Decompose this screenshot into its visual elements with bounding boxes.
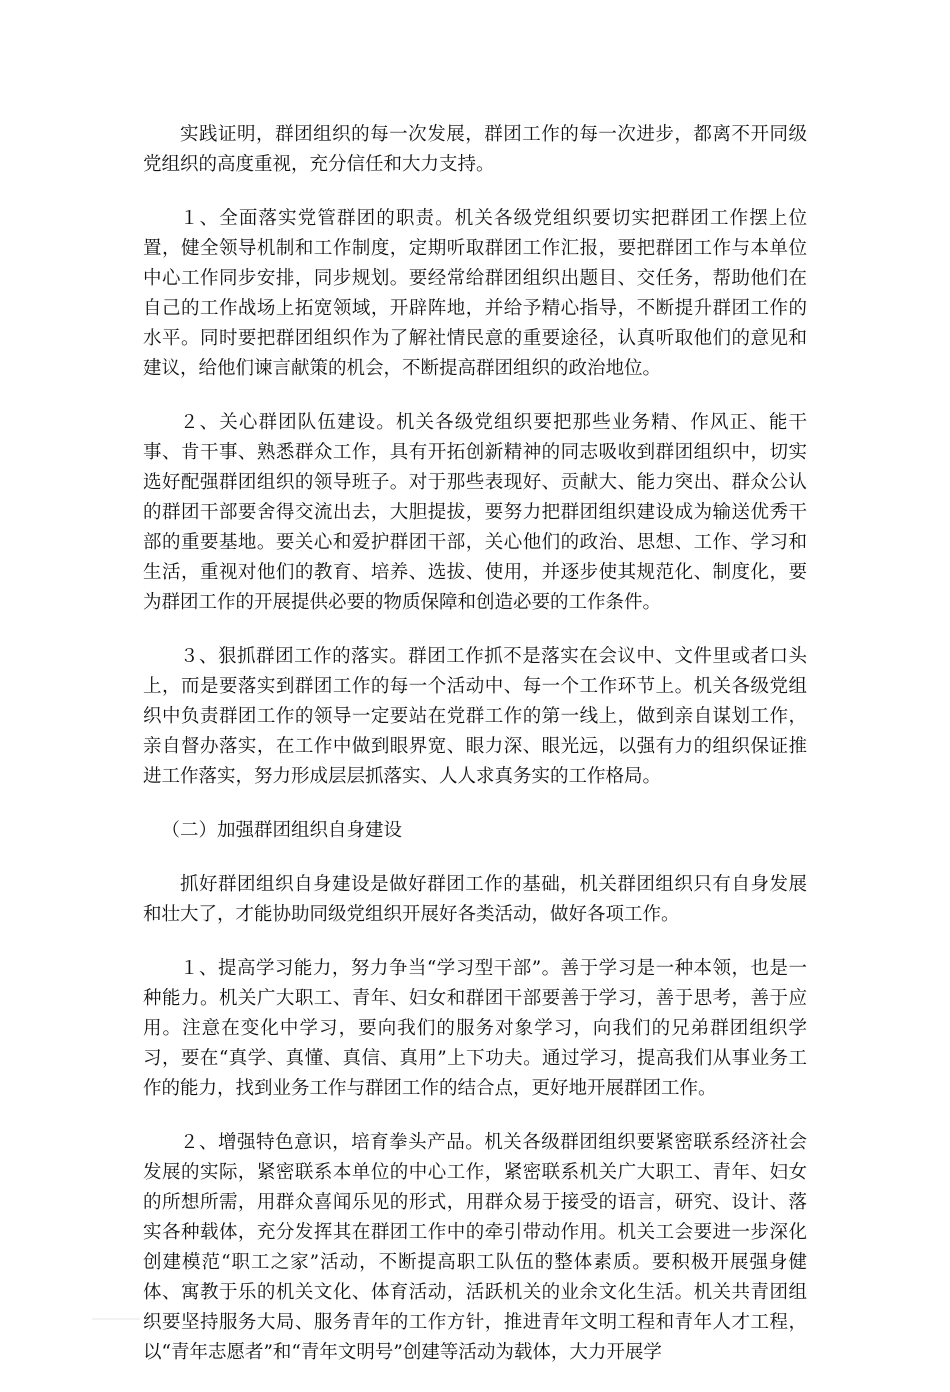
paragraph-item-1-learning: １、提高学习能力，努力争当“学习型干部”。善于学习是一种本领，也是一种能力。机关广大职工、青年、妇女和群团干部要善于学习，善于思考，善于应用。注意在变化中学习，要向我们的服务对象学习，向我们的兄弟群团组织学习，要在“真学、真懂、真信、真用”上下功夫。通过学习，提高我们从事业务工作的能力，找到业务工作与群团工作的结合点，更好地开展群团工作。 <box>143 958 807 1099</box>
document-body <box>143 120 807 1392</box>
section-heading-self-building: （二）加强群团组织自身建设 <box>161 820 403 841</box>
paragraph-item-2-characteristics: ２、增强特色意识，培育拳头产品。机关各级群团组织要紧密联系经济社会发展的实际，紧密联系本单位的中心工作，紧密联系机关广大职工、青年、妇女的所想所需，用群众喜闻乐见的形式，用群众易于接受的语言，研究、设计、落实各种载体，充分发挥其在群团工作中的牵引带动作用。机关工会要进一步深化创建模范“职工之家”活动，不断提高职工队伍的整体素质。要积极开展强身健体、寓教于乐的机关文化、体育活动，活跃机关的业余文化生活。机关共青团组织要坚持服务大局、服务青年的工作方针，推进青年文明工程和青年人才工程，以“青年志愿者”和“青年文明号”创建等活动为载体，大力开展学 <box>143 1132 807 1363</box>
page-footer-mark <box>92 1318 140 1320</box>
paragraph-self-building-intro: 抓好群团组织自身建设是做好群团工作的基础，机关群团组织只有自身发展和壮大了，才能协助同级党组织开展好各类活动，做好各项工作。 <box>143 874 807 925</box>
paragraph-support-conclusion: 实践证明，群团组织的每一次发展，群团工作的每一次进步，都离不开同级党组织的高度重视，充分信任和大力支持。 <box>143 124 807 175</box>
paragraph-item-3-implementation: ３、狠抓群团工作的落实。群团工作抓不是落实在会议中、文件里或者口头上，而是要落实到群团工作的每一个活动中、每一个工作环节上。机关各级党组织中负责群团工作的领导一定要站在党群工作的第一线上，做到亲自谋划工作，亲自督办落实，在工作中做到眼界宽、眼力深、眼光远，以强有力的组织保证推进工作落实，努力形成层层抓落实、人人求真务实的工作格局。 <box>143 646 807 787</box>
paragraph-item-2-team-building: ２、关心群团队伍建设。机关各级党组织要把那些业务精、作风正、能干事、肯干事、熟悉群众工作，具有开拓创新精神的同志吸收到群团组织中，切实选好配强群团组织的领导班子。对于那些表现好、贡献大、能力突出、群众公认的群团干部要舍得交流出去，大胆提拔，要努力把群团组织建设成为输送优秀干部的重要基地。要关心和爱护群团干部，关心他们的政治、思想、工作、学习和生活，重视对他们的教育、培养、选拔、使用，并逐步使其规范化、制度化，要为群团工作的开展提供必要的物质保障和创造必要的工作条件。 <box>143 412 807 613</box>
paragraph-item-1-party-responsibility: １、全面落实党管群团的职责。机关各级党组织要切实把群团工作摆上位置，健全领导机制和工作制度，定期听取群团工作汇报，要把群团工作与本单位中心工作同步安排，同步规划。要经常给群团组织出题目、交任务，帮助他们在自己的工作战场上拓宽领域，开辟阵地，并给予精心指导，不断提升群团工作的水平。同时要把群团组织作为了解社情民意的重要途径，认真听取他们的意见和建议，给他们谏言献策的机会，不断提高群团组织的政治地位。 <box>143 208 807 379</box>
